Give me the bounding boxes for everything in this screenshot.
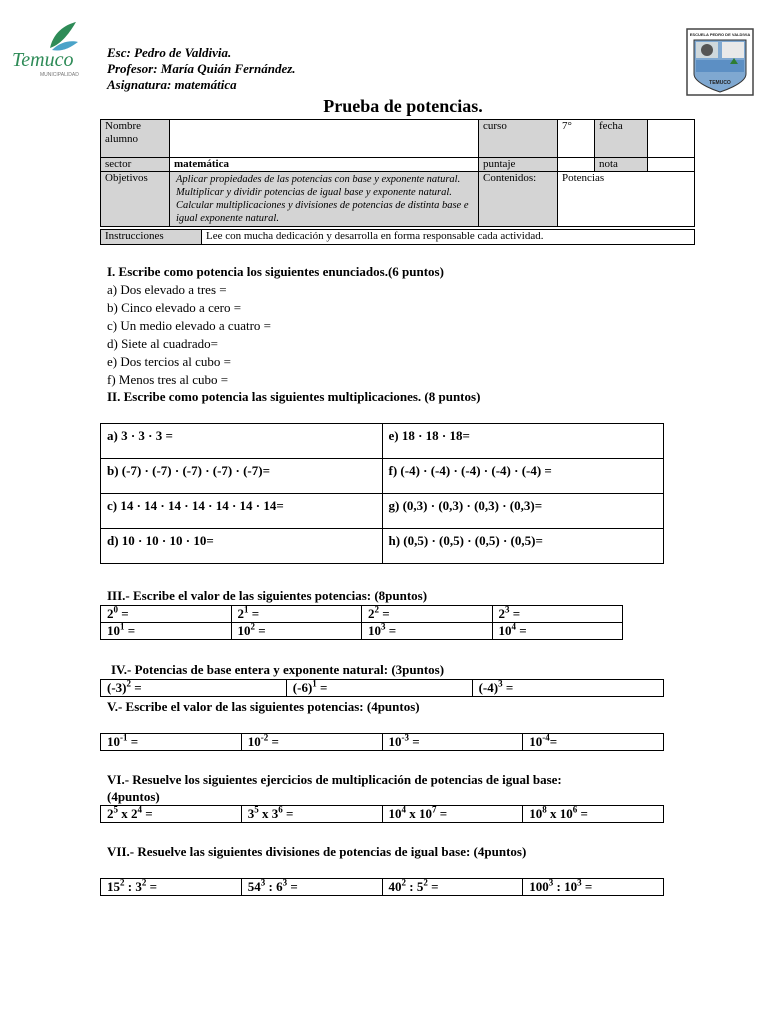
exercise-cell[interactable]: $100^3$ : $10^3$ =: [523, 879, 664, 896]
nombre-label: Nombre alumno: [101, 120, 170, 158]
fecha-field[interactable]: [648, 120, 695, 158]
exercise-cell[interactable]: d) 10 · 10 · 10 · 10=: [101, 529, 383, 564]
exercise-cell[interactable]: $2^5$ x $2^4$ =: [101, 806, 242, 823]
exercise-cell[interactable]: $40^2$ : $5^2$ =: [382, 879, 523, 896]
svg-text:TEMUCO: TEMUCO: [709, 80, 731, 86]
puntaje-field[interactable]: [558, 158, 595, 172]
division-powers-table: [100, 878, 664, 896]
section-2-title: II. Escribe como potencia las siguientes multiplicaciones. (8 puntos): [107, 389, 481, 404]
school-info: [107, 45, 296, 93]
exercise-cell[interactable]: $10^8$ x $10^6$ =: [523, 806, 664, 823]
puntaje-label: puntaje: [479, 158, 558, 172]
multiplications-table: [100, 423, 664, 564]
contenidos-value: Potencias: [558, 172, 695, 227]
exercise-cell[interactable]: $(-6)^1$ =: [286, 680, 472, 697]
instrucciones-label: Instrucciones: [101, 230, 202, 245]
exercise-cell[interactable]: $(-3)^2$ =: [101, 680, 287, 697]
exercise-cell[interactable]: $2^1$ =: [231, 606, 362, 623]
exercise-cell[interactable]: a) 3 · 3 · 3 =: [101, 424, 383, 459]
exercise-cell[interactable]: $10^{-4}=$: [523, 734, 664, 751]
exercise-cell[interactable]: f) (-4) · (-4) · (-4) · (-4) · (-4) =: [382, 459, 664, 494]
contenidos-label: Contenidos:: [479, 172, 558, 227]
list-item: d) Siete al cuadrado=: [107, 336, 218, 351]
exercise-cell[interactable]: $54^3$ : $6^3$ =: [241, 879, 382, 896]
section-1-list: [107, 281, 271, 389]
exercise-cell[interactable]: $10^3$ =: [362, 623, 493, 640]
powers-table: [100, 605, 623, 640]
exercise-cell[interactable]: g) (0,3) · (0,3) · (0,3) · (0,3)=: [382, 494, 664, 529]
svg-text:Temuco: Temuco: [12, 49, 74, 71]
nombre-field[interactable]: [170, 120, 479, 158]
negative-powers-table: [100, 733, 664, 751]
temuco-logo: [10, 20, 80, 80]
school-crest: [686, 28, 754, 96]
fecha-label: fecha: [595, 120, 648, 158]
exercise-cell[interactable]: $10^{-1}$ =: [101, 734, 242, 751]
exercise-cell[interactable]: $10^{-3}$ =: [382, 734, 523, 751]
curso-value: 7°: [558, 120, 595, 158]
section-4-title: IV.- Potencias de base entera y exponente natural: (3puntos): [111, 662, 445, 677]
exercise-cell[interactable]: $10^1$ =: [101, 623, 232, 640]
page-title: Prueba de potencias.: [323, 96, 483, 116]
multiplication-powers-table: [100, 805, 664, 823]
exercise-cell[interactable]: $(-4)^3$ =: [472, 680, 663, 697]
exercise-cell[interactable]: b) (-7) · (-7) · (-7) · (-7) · (-7)=: [101, 459, 383, 494]
student-info-table: [100, 119, 695, 227]
exercise-cell[interactable]: $10^{-2}$ =: [241, 734, 382, 751]
exercise-cell[interactable]: $10^4$ x $10^7$ =: [382, 806, 523, 823]
exercise-cell[interactable]: $15^2$ : $3^2$ =: [101, 879, 242, 896]
list-item: f) Menos tres al cubo =: [107, 372, 229, 387]
objetivos-text: Aplicar propiedades de las potencias con base y exponente natural. Multiplicar y dividir potencias de igual base y exponente natural. Calcular multiplicaciones y divisiones de potencias de distinta base e igual exponente natural.: [170, 172, 479, 227]
list-item: a) Dos elevado a tres =: [107, 282, 227, 297]
list-item: c) Un medio elevado a cuatro =: [107, 318, 271, 333]
exercise-cell[interactable]: c) 14 · 14 · 14 · 14 · 14 · 14 · 14=: [101, 494, 383, 529]
exercise-cell[interactable]: $10^2$ =: [231, 623, 362, 640]
section-6-points: (4puntos): [107, 789, 160, 804]
svg-text:MUNICIPALIDAD: MUNICIPALIDAD: [40, 72, 79, 78]
nota-field[interactable]: [648, 158, 695, 172]
section-7-title: VII.- Resuelve las siguientes divisiones de potencias de igual base: (4puntos): [107, 844, 527, 859]
svg-text:ESCUELA PEDRO DE VALDIVIA: ESCUELA PEDRO DE VALDIVIA: [689, 32, 751, 37]
exercise-cell[interactable]: $2^2$ =: [362, 606, 493, 623]
section-5-title: V.- Escribe el valor de las siguientes potencias: (4puntos): [107, 699, 420, 714]
section-6-title: VI.- Resuelve los siguientes ejercicios de multiplicación de potencias de igual base:: [107, 772, 562, 787]
nota-label: nota: [595, 158, 648, 172]
exercise-cell[interactable]: $2^3$ =: [492, 606, 623, 623]
instrucciones-text: Lee con mucha dedicación y desarrolla en forma responsable cada actividad.: [202, 230, 695, 245]
exercise-cell[interactable]: h) (0,5) · (0,5) · (0,5) · (0,5)=: [382, 529, 664, 564]
sector-value: matemática: [170, 158, 479, 172]
list-item: e) Dos tercios al cubo =: [107, 354, 231, 369]
sector-label: sector: [101, 158, 170, 172]
exercise-cell[interactable]: $10^4$ =: [492, 623, 623, 640]
subject-name: Asignatura: matemática: [107, 77, 237, 92]
objetivos-label: Objetivos: [101, 172, 170, 227]
exercise-cell[interactable]: $3^5$ x $3^6$ =: [241, 806, 382, 823]
section-3-title: III.- Escribe el valor de las siguientes potencias: (8puntos): [107, 588, 428, 603]
instructions-table: [100, 229, 695, 245]
school-name: Esc: Pedro de Valdivia.: [107, 45, 232, 60]
teacher-name: Profesor: María Quián Fernández.: [107, 61, 296, 76]
integer-powers-table: [100, 679, 664, 697]
curso-label: curso: [479, 120, 558, 158]
list-item: b) Cinco elevado a cero =: [107, 300, 242, 315]
exercise-cell[interactable]: $2^0$ =: [101, 606, 232, 623]
exercise-cell[interactable]: e) 18 · 18 · 18=: [382, 424, 664, 459]
section-1-title: I. Escribe como potencia los siguientes enunciados.(6 puntos): [107, 264, 444, 279]
